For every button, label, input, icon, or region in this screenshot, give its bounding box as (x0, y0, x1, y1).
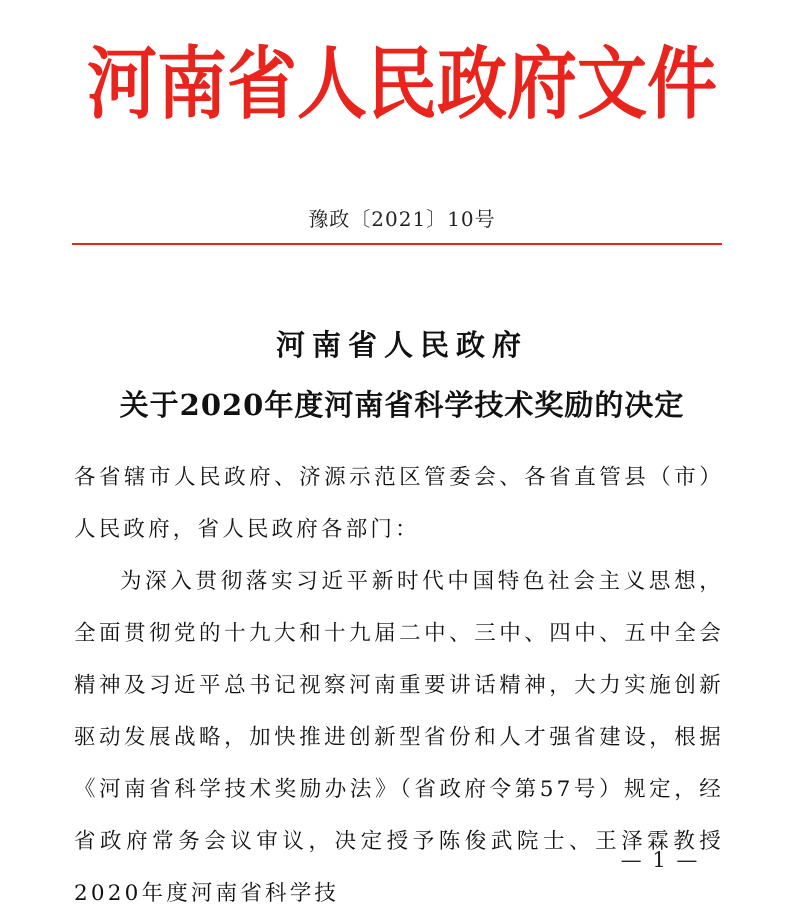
addressee-paragraph: 各省辖市人民政府、济源示范区管委会、各省直管县（市）人民政府，省人民政府各部门： (74, 465, 724, 542)
page-number: — 1 — (620, 848, 700, 872)
document-number: 豫政〔2021〕10号 (308, 207, 496, 231)
red-divider-line (72, 243, 722, 245)
document-title-issuer: 河南省人民政府 (275, 328, 528, 362)
body-paragraph-1: 为深入贯彻落实习近平新时代中国特色社会主义思想，全面贯彻党的十九大和十九届二中、三中、四中、五中全会精神及习近平总书记视察河南重要讲话精神，大力实施创新驱动发展战略，加快推进创新型省份和人才强省建设，根据《河南省科学技术奖励办法》（省政府令第57号）规定，经省政府常务会议审议，决定授予陈俊武院士、王泽霖教授2020年度河南省科学技 (74, 569, 724, 906)
masthead-title: 河南省人民政府文件 (87, 38, 717, 130)
document-title-subject: 关于2020年度河南省科学技术奖励的决定 (119, 388, 685, 422)
